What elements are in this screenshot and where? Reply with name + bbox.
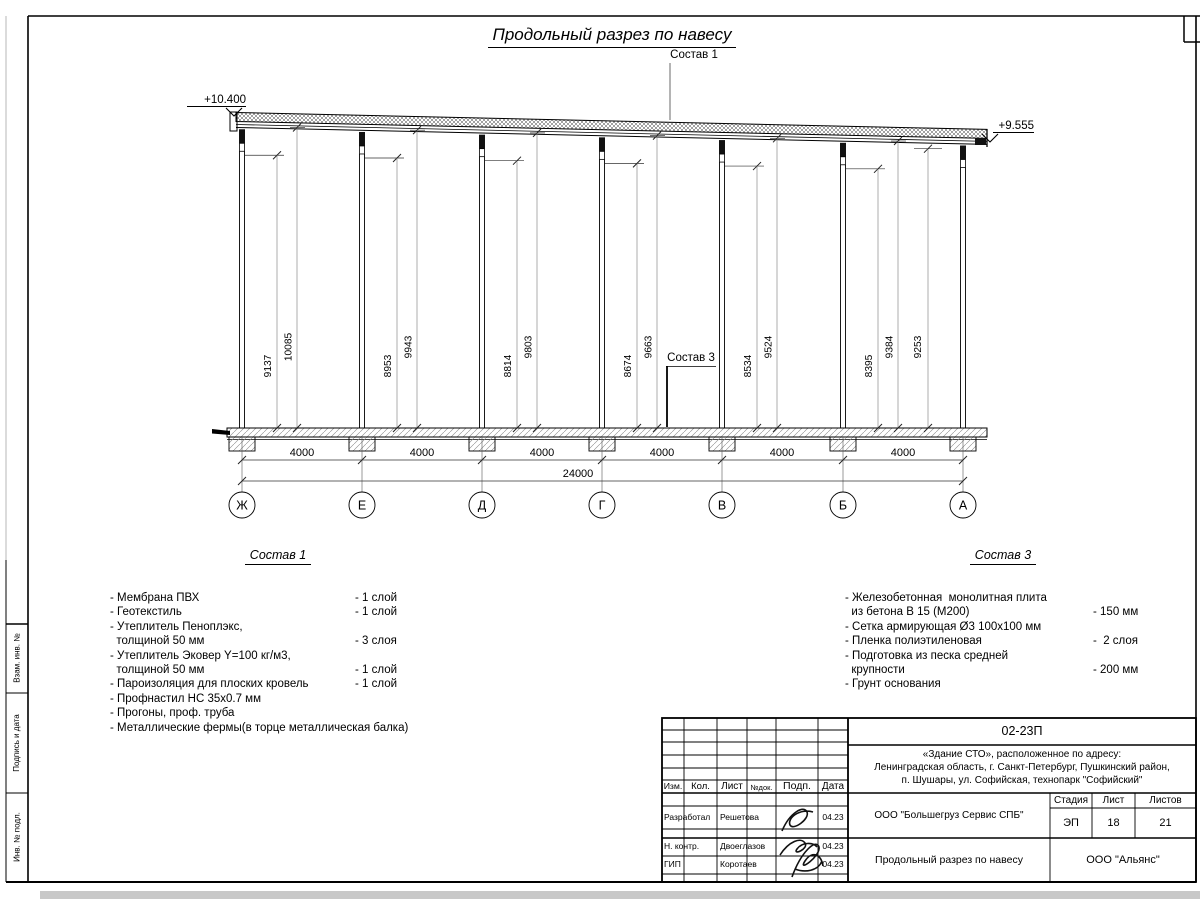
drawing-title: [440, 25, 784, 48]
composition-item: [845, 649, 1190, 663]
composition-item-text: толщиной 50 мм: [110, 663, 205, 676]
height-dim-label: 8674: [623, 354, 634, 378]
composition-item: [845, 620, 1190, 634]
frame-label-vzam: Взам. инв. №: [12, 633, 22, 683]
tb-header-kol: Кол.: [691, 781, 710, 792]
bay-dim-label: 4000: [529, 447, 555, 459]
composition-item-text: - Утеплитель Пеноплэкс,: [110, 620, 243, 633]
composition-item: [110, 677, 590, 691]
height-dim-label: 8814: [503, 354, 514, 378]
axis-label: А: [958, 498, 968, 513]
column-cap: [719, 140, 725, 154]
composition-item-value: - 1 слой: [355, 592, 398, 604]
elevation-mark-right: +9.555: [998, 120, 1034, 132]
composition-item: [845, 663, 1190, 677]
format-stamp-box: [1184, 16, 1200, 42]
composition-item-value: - 150 мм: [1093, 606, 1139, 619]
project-line: «Здание СТО», расположенное по адресу:: [922, 749, 1122, 760]
height-dim-label: 9253: [913, 335, 924, 359]
doc-number: 02-23П: [1001, 724, 1043, 738]
signature-dvoeglazov: [780, 840, 817, 855]
composition-item-value: - 1 слой: [355, 606, 398, 619]
composition-item: [110, 692, 590, 706]
height-dim-label: 9524: [763, 335, 775, 359]
composition-item: [110, 605, 590, 619]
composition-item-text: толщиной 50 мм: [110, 635, 205, 648]
composition-item: [110, 663, 590, 677]
composition-item-text: - Мембрана ПВХ: [110, 592, 200, 604]
sheets-label: Листов: [1149, 795, 1182, 806]
sostav1-title: Состав 1: [238, 548, 318, 565]
axis-label: Б: [838, 498, 848, 513]
frame-label-inv: Инв. № подл.: [12, 812, 22, 862]
roof-right-end-detail: [975, 138, 986, 145]
drawing-title-text: Продольный разрез по навесу: [488, 25, 737, 48]
tb-header-data: Дата: [821, 781, 845, 792]
bay-dim-label: 4000: [289, 447, 315, 459]
role-label: Разработал: [664, 812, 711, 822]
composition-item-value: - 2 слоя: [1093, 635, 1139, 648]
bay-dim-label: 4000: [890, 447, 916, 459]
axis-label: Д: [477, 498, 487, 513]
sostav1-list: [110, 591, 590, 735]
column-base-plate: [360, 146, 365, 154]
composition-item-text: из бетона В 15 (М200): [845, 606, 970, 619]
roof-composition-callout: Состав 1: [670, 49, 718, 61]
page-shadow-bottom: [40, 891, 1200, 899]
floor-composition-callout: Состав 3: [667, 352, 715, 364]
composition-item: [845, 677, 1190, 691]
composition-item-text: - Сетка армирующая Ø3 100x100 мм: [845, 620, 1042, 633]
composition-item: [110, 721, 590, 735]
frame-label-podpis: Подпись и дата: [12, 714, 21, 772]
role-name: Решетова: [720, 812, 759, 822]
total-dim-label: 24000: [562, 468, 594, 480]
composition-item-text: - Геотекстиль: [110, 606, 182, 619]
sostav3-title: Состав 3: [962, 548, 1044, 565]
composition-item-text: - Пароизоляция для плоских кровель: [110, 678, 309, 691]
role-label: ГИП: [664, 859, 681, 869]
height-dim-label: 8953: [383, 354, 394, 378]
composition-item-text: - Железобетонная монолитная плита: [845, 592, 1047, 604]
composition-item-text: - Утеплитель Эковер Y=100 кг/м3,: [110, 649, 291, 662]
height-dim-label: 9137: [263, 354, 274, 378]
column-cap: [599, 137, 605, 151]
column-base-plate: [841, 157, 846, 165]
signatures: [780, 809, 823, 877]
role-name: Двоеглазов: [720, 841, 766, 851]
roof-structure: [230, 112, 987, 147]
column-base-plate: [600, 151, 605, 159]
composition-item-value: - 200 мм: [1093, 663, 1139, 676]
composition-item-text: - Подготовка из песка средней: [845, 649, 1009, 662]
project-line: п. Шушары, ул. Софийская, технопарк "Софийский": [901, 775, 1143, 786]
role-name: Коротаев: [720, 859, 757, 869]
roof-insulation-band: [236, 113, 987, 139]
composition-item-text: - Профнастил НС 35x0.7 мм: [110, 692, 261, 705]
composition-item: [110, 649, 590, 663]
role-date: 04.23: [822, 859, 844, 869]
tb-header-ndok: №док.: [750, 783, 773, 792]
composition-item-text: - Металлические фермы(в торце металлическая балка): [110, 721, 409, 734]
composition-item: [845, 634, 1190, 648]
composition-item-value: - 1 слой: [355, 663, 398, 676]
composition-item-text: - Пленка полиэтиленовая: [845, 635, 982, 648]
composition-item: [845, 591, 1190, 605]
column-base-plate: [720, 154, 725, 162]
bay-dim-label: 4000: [649, 447, 675, 459]
sheets-total: 21: [1159, 817, 1172, 829]
composition-item: [110, 591, 590, 605]
project-address: [848, 748, 1196, 787]
signature-reshetova: [782, 809, 813, 831]
composition-item-value: - 1 слой: [355, 678, 398, 691]
stage-value: ЭП: [1063, 817, 1079, 829]
sostav3-list: [845, 591, 1190, 692]
role-date: 04.23: [822, 841, 844, 851]
sheet-label: Лист: [1102, 795, 1125, 806]
composition-item: [110, 634, 590, 648]
role-label: Н. контр.: [664, 841, 700, 851]
composition-item-value: - 3 слоя: [355, 635, 397, 648]
height-dim-label: 8395: [864, 354, 875, 378]
column-cap: [479, 135, 485, 149]
tb-header-izm: Изм.: [663, 781, 683, 791]
bay-dim-label: 4000: [409, 447, 435, 459]
axis-label: Ж: [236, 498, 248, 513]
composition-item-text: - Грунт основания: [845, 678, 941, 691]
sheet-title: Продольный разрез по навесу: [875, 854, 1023, 866]
tb-header-list: Лист: [721, 781, 743, 792]
column-cap: [359, 132, 365, 146]
composition-item-text: - Прогоны, проф. труба: [110, 707, 235, 720]
column-cap: [960, 145, 966, 159]
composition-item: [110, 620, 590, 634]
composition-item-text: крупности: [845, 663, 905, 676]
org-name: ООО "Альянс": [1086, 854, 1160, 866]
column-base-plate: [480, 149, 485, 157]
height-dim-label: 9384: [884, 335, 896, 359]
column-cap: [840, 143, 846, 157]
height-dim-label: 9803: [523, 335, 535, 359]
project-line: Ленинградская область, г. Санкт-Петербург, Пушкинский район,: [874, 762, 1170, 773]
height-dim-label: 9663: [643, 335, 655, 359]
axis-label: В: [717, 498, 727, 513]
elevation-mark-left: +10.400: [204, 94, 246, 106]
height-dim-label: 10085: [283, 332, 295, 362]
column-base-plate: [961, 159, 966, 167]
stage-label: Стадия: [1053, 795, 1089, 806]
height-dim-label: 9943: [403, 335, 415, 359]
column-base-plate: [240, 143, 245, 151]
axis-label: Е: [357, 498, 367, 513]
composition-item: [110, 706, 590, 720]
bay-dim-label: 4000: [769, 447, 795, 459]
sheet-number: 18: [1107, 817, 1120, 829]
axis-label: Г: [598, 498, 606, 513]
company-name: ООО "Большегруз Сервис СПБ": [874, 810, 1024, 821]
role-date: 04.23: [822, 812, 844, 822]
height-dim-label: 8534: [743, 354, 754, 378]
tb-header-podp: Подп.: [783, 780, 811, 792]
composition-item: [845, 605, 1190, 619]
column-cap: [239, 129, 245, 143]
